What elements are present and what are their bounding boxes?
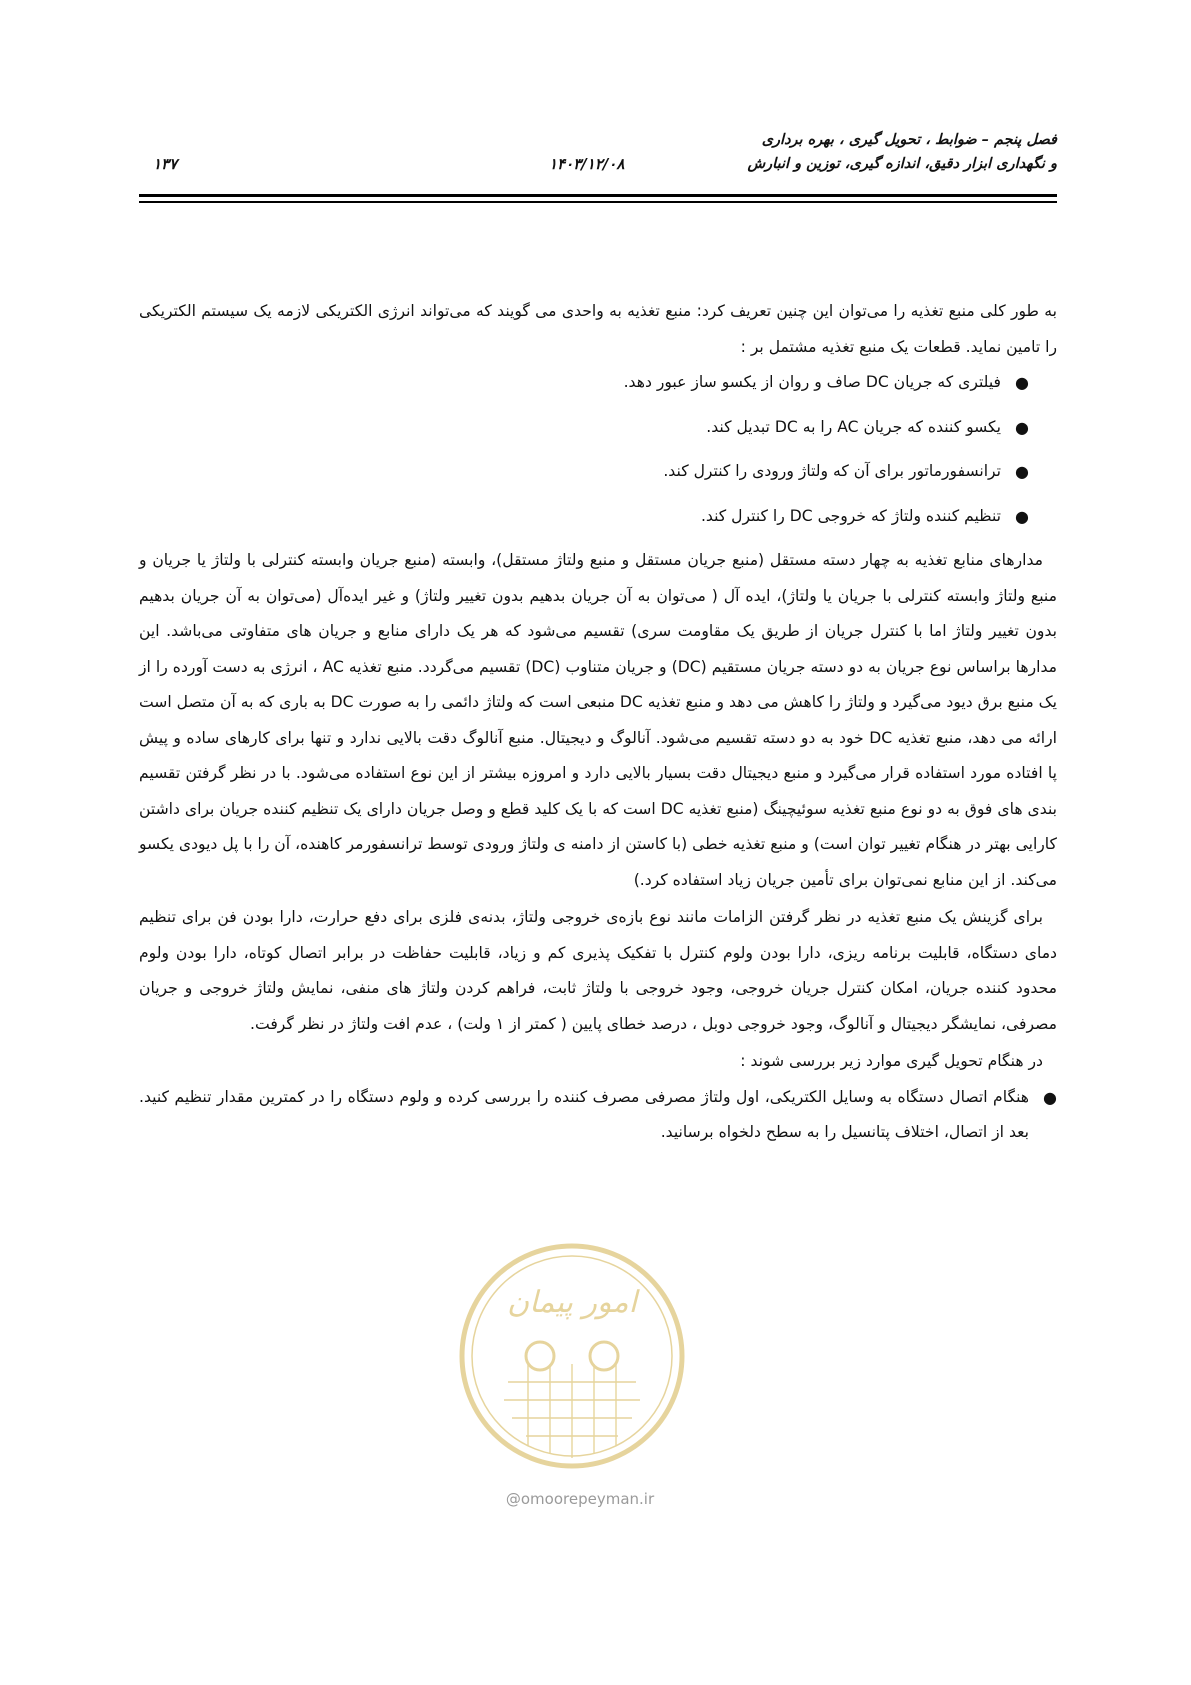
bullet-icon: ●	[1015, 373, 1029, 392]
bullet-icon: ●	[1015, 417, 1029, 437]
selection-paragraph: برای گزینش یک منبع تغذیه در نظر گرفتن الزامات مانند نوع بازه‌ی خروجی ولتاژ، بدنه‌ی فلزی برای دفع حرارت، دارا بودن فن برای تنظیم دمای دستگاه، قابلیت برنامه ریزی، دارا بودن ولوم کنترل با تفکیک پذیری کم و زیاد، قابلیت حفاظت در برابر اتصال کوتاه، دارا بودن ولوم محدود کننده جریان، امکان کنترل جریان خروجی، وجود خروجی با ولتاژ ثابت، فراهم کردن ولتاژ های منفی، نمایش ولتاژ خروجی و جریان مصرفی، نمایشگر دیجیتال و آنالوگ، وجود خروجی دوبل ، درصد خطای پایین ( کمتر از ۱ ولت) ، عدم افت ولتاژ در نظر گرفت.	[139, 908, 1057, 1033]
list-item	[139, 365, 1057, 401]
bullet-icon: ●	[1015, 462, 1029, 481]
list-item-text: ترانسفورماتور برای آن که ولتاژ ورودی را کنترل کند.	[663, 462, 1001, 480]
list-item	[139, 454, 1057, 490]
header-date: ۱۴۰۳/۱۲/۰۸	[549, 155, 625, 173]
list-item-text: هنگام اتصال دستگاه به وسایل الکتریکی، اول ولتاژ مصرفی مصرف کننده را بررسی کرده و ولوم دستگاه را در کمترین مقدار تنظیم کنید. بعد از اتصال، اختلاف پتانسیل را به سطح دلخواه برسانید.	[139, 1087, 1029, 1141]
delivery-checklist	[139, 1080, 1057, 1151]
document-body	[139, 294, 1057, 1151]
page-header	[139, 128, 1057, 198]
chapter-title-line-1: فصل پنجم – ضوابط ، تحویل گیری ، بهره برداری	[761, 132, 1057, 148]
watermark-logo-text: امور پیمان	[507, 1285, 637, 1320]
chapter-title	[657, 128, 1057, 176]
bullet-icon: ●	[1043, 1087, 1057, 1107]
list-item-text: تنظیم کننده ولتاژ که خروجی DC را کنترل کند.	[700, 506, 1001, 525]
list-item-text: فیلتری که جریان DC صاف و روان از یکسو ساز عبور دهد.	[623, 373, 1001, 391]
list-item	[139, 410, 1057, 446]
list-item	[139, 1080, 1057, 1151]
components-list	[139, 365, 1057, 534]
watermark-url: @omoorepeyman.ir	[505, 1490, 655, 1508]
circuits-paragraph: مدارهای منابع تغذیه به چهار دسته مستقل (منبع جریان مستقل و منبع ولتاژ مستقل)، وابسته (منبع جریان وابسته کنترلی با ولتاژ یا جریان و منبع ولتاژ وابسته کنترلی با جریان یا ولتاژ)، ایده آل ( می‌توان به آن جریان بدهیم بدون تغییر ولتاژ) و غیر ایده‌آل (می‌توان به آن جریان بدهیم بدون تغییر ولتاژ اما با کنترل جریان از طریق یک مقاومت سری) تقسیم می‌شود که هر یک دارای منابع و جریان های متفاوتی می‌باشد. این مدارها براساس نوع جریان به دو دسته جریان مستقیم (DC) و جریان متناوب (DC) تقسیم می‌گردد. منبع تغذیه AC ، انرژی به دست آورده را از یک منبع برق دیود می‌گیرد و ولتاژ را کاهش می دهد و منبع تغذیه DC منبعی است که ولتاژ دائمی را به صورت DC به باری که به آن متصل است ارائه می دهد، منبع تغذیه DC خود به دو دسته تقسیم می‌شود. آنالوگ و دیجیتال. منبع آنالوگ دقت بالایی ندارد و تنها برای کارهای ساده و پیش پا افتاده مورد استفاده قرار می‌گیرد و منبع دیجیتال دقت بسیار بالایی دارد و امروزه بیشتر از این نوع استفاده می‌شود. با در نظر گرفتن تقسیم بندی های فوق به دو نوع منبع تغذیه سوئیچینگ (منبع تغذیه DC است که با یک کلید قطع و وصل جریان دارای یک تنظیم کننده جریان برای داشتن کارایی بهتر در هنگام تغییر توان است) و منبع تغذیه خطی (با کاستن از دامنه ی ولتاژ ورودی توسط ترانسفورمر کاهنده، آن را با پل دیودی یکسو می‌کند. از این منابع نمی‌توان برای تأمین جریان زیاد استفاده کرد.)	[139, 551, 1058, 889]
header-rule-thin	[139, 201, 1057, 203]
watermark-logo-icon	[448, 1232, 696, 1480]
list-item	[139, 499, 1057, 535]
chapter-title-line-2: و نگهداری ابزار دقیق، اندازه گیری، توزین و انبارش	[747, 156, 1057, 172]
intro-paragraph: به طور کلی منبع تغذیه را می‌توان این چنین تعریف کرد: منبع تغذیه به واحدی می گویند که می‌تواند انرژی الکتریکی لازمه یک سیستم الکتریکی را تامین نماید. قطعات یک منبع تغذیه مشتمل بر :	[139, 302, 1057, 356]
header-rule-thick	[139, 194, 1057, 197]
list-item-text: یکسو کننده که جریان AC را به DC تبدیل کند.	[706, 417, 1001, 436]
bullet-icon: ●	[1015, 506, 1029, 526]
delivery-paragraph: در هنگام تحویل گیری موارد زیر بررسی شوند :	[740, 1052, 1043, 1070]
page-number: ۱۳۷	[153, 155, 178, 173]
